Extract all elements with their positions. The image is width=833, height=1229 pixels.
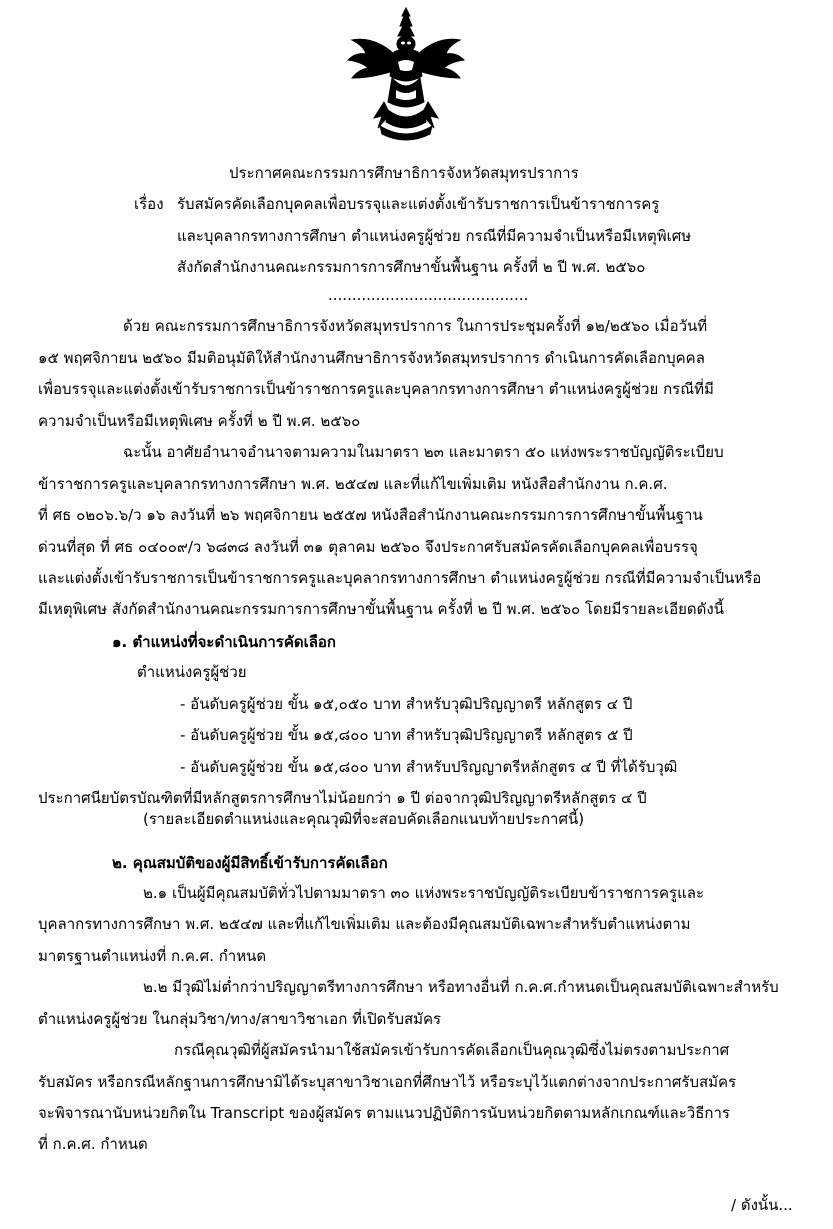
subject-line-1: รับสมัครคัดเลือกบุคคลเพื่อบรรจุและแต่งตั้งเข้ารับราชการเป็นข้าราชการครู	[177, 195, 660, 213]
para1-line-2: ๑๕ พฤศจิกายน ๒๕๖๐ มีมติอนุมัติให้สำนักงานศึกษาธิการจังหวัดสมุทรปราการ ดำเนินการคัดเลือกบุคคล	[38, 349, 705, 367]
section1-item-1: - อันดับครูผู้ช่วย ขั้น ๑๕,๐๕๐ บาท สำหรับวุฒิปริญญาตรี หลักสูตร ๔ ปี	[180, 695, 633, 713]
section2-item2-line-2: ตำแหน่งครูผู้ช่วย ในกลุ่มวิชา/ทาง/สาขาวิชาเอก ที่เปิดรับสมัคร	[38, 1010, 442, 1028]
section2-case-line-2: รับสมัคร หรือกรณีหลักฐานการศึกษามิได้ระบุสาขาวิชาเอกที่ศึกษาไว้ หรือระบุไว้แตกต่างจากประกาศรับสมัคร	[38, 1073, 737, 1091]
section2-item1-line-2: บุคลากรทางการศึกษา พ.ศ. ๒๕๔๗ และที่แก้ไขเพิ่มเติม และต้องมีคุณสมบัติเฉพาะสำหรับตำแหน่งตาม	[38, 915, 691, 933]
para1-line-4: ความจำเป็นหรือมีเหตุพิเศษ ครั้งที่ ๒ ปี พ.ศ. ๒๕๖๐	[38, 412, 361, 430]
separator: ..........................................	[328, 286, 529, 304]
section1-item-2: - อันดับครูผู้ช่วย ขั้น ๑๕,๘๐๐ บาท สำหรับวุฒิปริญญาตรี หลักสูตร ๕ ปี	[180, 726, 633, 744]
section2-item1-line-1: ๒.๑ เป็นผู้มีคุณสมบัติทั่วไปตามมาตรา ๓๐ แห่งพระราชบัญญัติระเบียบข้าราชการครูและ	[143, 884, 705, 902]
section2-case-line-4: ที่ ก.ค.ศ. กำหนด	[38, 1135, 148, 1153]
para2-line-6: มีเหตุพิเศษ สังกัดสำนักงานคณะกรรมการการศึกษาขั้นพื้นฐาน ครั้งที่ ๒ ปี พ.ศ. ๒๕๖๐ โดยมีรายละเอียดดังนี้	[38, 600, 724, 618]
section2-heading: ๒. คุณสมบัติของผู้มีสิทธิ์เข้ารับการคัดเลือก	[112, 854, 388, 872]
subject-line-2: และบุคลากรทางการศึกษา ตำแหน่งครูผู้ช่วย กรณีที่มีความจำเป็นหรือมีเหตุพิเศษ	[177, 227, 692, 245]
section1-note: (รายละเอียดตำแหน่งและคุณวุฒิที่จะสอบคัดเลือกแนบท้ายประกาศนี้)	[143, 810, 585, 828]
subject-line-3: สังกัดสำนักงานคณะกรรมการการศึกษาขั้นพื้นฐาน ครั้งที่ ๒ ปี พ.ศ. ๒๕๖๐	[177, 258, 646, 276]
section1-item-3: - อันดับครูผู้ช่วย ขั้น ๑๕,๘๐๐ บาท สำหรับปริญญาตรีหลักสูตร ๔ ปี ที่ได้รับวุฒิ	[180, 758, 678, 776]
para2-line-1: ฉะนั้น อาศัยอำนาจอำนาจตามความในมาตรา ๒๓ และมาตรา ๕๐ แห่งพระราชบัญญัติระเบียบ	[123, 443, 724, 461]
section2-case-line-3: จะพิจารณานับหน่วยกิตใน Transcript ของผู้สมัคร ตามแนวปฏิบัติการนับหน่วยกิตตามหลักเกณฑ์และวิธีการ	[38, 1104, 730, 1122]
section1-position: ตำแหน่งครูผู้ช่วย	[137, 663, 247, 681]
section2-item2-line-1: ๒.๒ มีวุฒิไม่ต่ำกว่าปริญญาตรีทางการศึกษา หรือทางอื่นที่ ก.ค.ศ.กำหนดเป็นคุณสมบัติเฉพาะสำหรับ	[143, 978, 779, 996]
announcement-title: ประกาศคณะกรรมการศึกษาธิการจังหวัดสมุทรปราการ	[229, 164, 579, 182]
garuda-emblem	[344, 6, 468, 142]
continue-marker: / ดังนั้น...	[731, 1196, 793, 1214]
para2-line-3: ที่ ศธ ๐๒๐๖.๖/ว ๑๖ ลงวันที่ ๒๖ พฤศจิกายน ๒๕๕๗ หนังสือสำนักงานคณะกรรมการการศึกษาขั้นพื้นฐาน	[38, 506, 703, 524]
para1-line-3: เพื่อบรรจุและแต่งตั้งเข้ารับราชการเป็นข้าราชการครูและบุคลากรทางการศึกษา ตำแหน่งครูผู้ช่วย กรณีที่มี	[38, 380, 714, 398]
section1-continuation: ประกาศนียบัตรบัณฑิตที่มีหลักสูตรการศึกษาไม่น้อยกว่า ๑ ปี ต่อจากวุฒิปริญญาตรีหลักสูตร ๔ ปี	[38, 789, 647, 807]
para2-line-2: ข้าราชการครูและบุคลากรทางการศึกษา พ.ศ. ๒๕๔๗ และที่แก้ไขเพิ่มเติม หนังสือสำนักงาน ก.ค.ศ.	[38, 475, 668, 493]
para1-line-1: ด้วย คณะกรรมการศึกษาธิการจังหวัดสมุทรปราการ ในการประชุมครั้งที่ ๑๒/๒๕๖๐ เมื่อวันที่	[123, 317, 708, 335]
subject-label: เรื่อง	[134, 195, 164, 213]
para2-line-5: และแต่งตั้งเข้ารับราชการเป็นข้าราชการครูและบุคลากรทางการศึกษา ตำแหน่งครูผู้ช่วย กรณีที่มีความจำเป็นหรือ	[38, 569, 762, 587]
section1-heading: ๑. ตำแหน่งที่จะดำเนินการคัดเลือก	[112, 633, 337, 651]
section2-item1-line-3: มาตรฐานตำแหน่งที่ ก.ค.ศ. กำหนด	[38, 947, 267, 965]
section2-case-line-1: กรณีคุณวุฒิที่ผู้สมัครนำมาใช้สมัครเข้ารับการคัดเลือกเป็นคุณวุฒิซึ่งไม่ตรงตามประกาศ	[174, 1041, 730, 1059]
para2-line-4: ด่วนที่สุด ที่ ศธ ๐๔๐๐๙/ว ๖๘๓๘ ลงวันที่ ๓๑ ตุลาคม ๒๕๖๐ จึงประกาศรับสมัครคัดเลือกบุคคลเพื่อบรรจุ	[38, 538, 698, 556]
